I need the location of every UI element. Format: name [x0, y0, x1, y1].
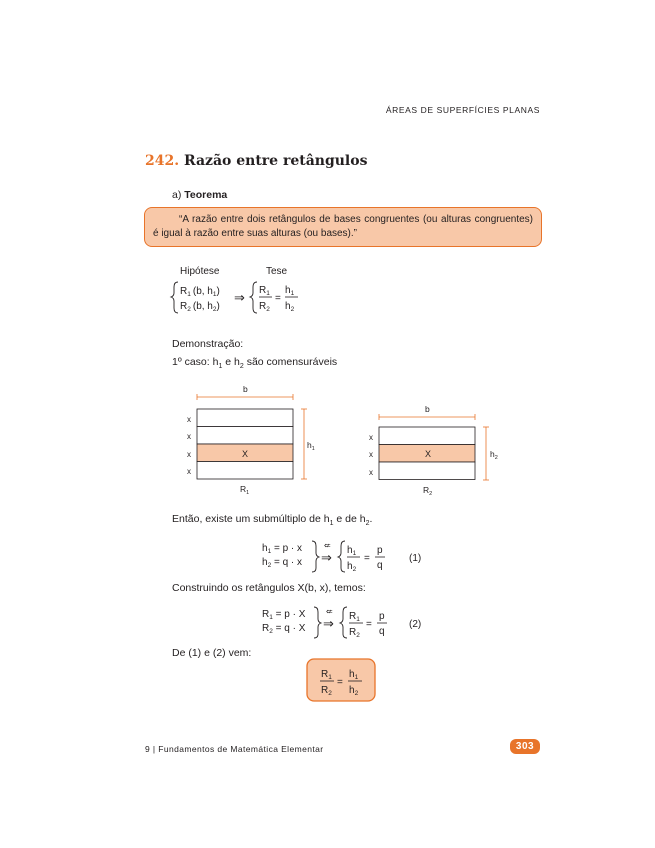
eq1-tag: (1): [409, 553, 422, 564]
fig2-R2-label: $R_2$: [423, 485, 433, 497]
eq2-tag: (2): [409, 619, 422, 630]
hipotese-label: Hipótese: [180, 266, 220, 277]
fig1-b-label: b: [243, 384, 248, 394]
eq1-rhs-num: p: [377, 545, 383, 556]
left-brace: [171, 282, 178, 313]
fig2-x-label-3: x: [369, 468, 373, 477]
eq1-fraction-den: $h_2$: [347, 561, 357, 573]
result-box: [306, 658, 378, 704]
fig1-x-label-2: x: [187, 432, 191, 441]
fig1-x-label-1: x: [187, 415, 191, 424]
fig2-strip-1: [379, 427, 475, 445]
eq2-implies: ⇒: [323, 616, 334, 631]
thesis-den-left: $R_2$: [259, 301, 270, 313]
thesis-num-left: $R_1$: [259, 285, 270, 297]
fig1-h1-label: $h_1$: [307, 440, 315, 452]
page-number-badge: 303: [510, 739, 540, 754]
subsection-title: Teorema: [184, 189, 228, 201]
fig1-strip-2: [197, 427, 293, 445]
eq2-left-brace: [340, 607, 347, 638]
fig2-x-label-1: x: [369, 433, 373, 442]
paragraph-constructing: Construindo os retângulos X(b, x), temos:: [172, 582, 366, 594]
fig1-x-label-3: x: [187, 450, 191, 459]
hypothesis-line-2: $R_2$ (b, $h_2$): [180, 301, 220, 313]
thesis-brace: [250, 282, 257, 313]
eq1-left-brace: [338, 541, 345, 572]
thesis-den-right: $h_2$: [285, 301, 295, 313]
result-num-right: $h_1$: [349, 669, 359, 681]
eq2-fraction-den: $R_2$: [349, 627, 360, 639]
fig2-strip-3: [379, 462, 475, 480]
eq1-fraction-num: $h_1$: [347, 545, 357, 557]
eq1-right-brace: [312, 541, 319, 572]
fig1-X-label: X: [242, 449, 249, 459]
section-title-text: Razão entre retângulos: [183, 153, 368, 169]
eq2-line-2: $R_2 = q \cdot X$: [262, 623, 306, 635]
paragraph-submultiple: Então, existe um submúltiplo de $h_1$ e de $h_2$.: [172, 513, 373, 528]
fig1-R1-label: $R_1$: [240, 484, 250, 496]
result-den-left: $R_2$: [321, 685, 332, 697]
tese-label: Tese: [266, 266, 288, 277]
eq2-fraction-num: $R_1$: [349, 611, 360, 623]
eq2-rhs-den: q: [379, 626, 385, 637]
fig2-b-label: b: [425, 404, 430, 414]
eq1-equals: =: [364, 553, 370, 564]
fig2-h2-label: $h_2$: [490, 449, 498, 461]
hypothesis-line-1: $R_1$ (b, $h_1$): [180, 286, 220, 298]
fig1-x-label-4: x: [187, 467, 191, 476]
theorem-box: “A razão entre dois retângulos de bases congruentes (ou alturas congruentes) é igual à razão entre suas alturas (ou bases).”: [144, 207, 542, 247]
hypothesis-thesis-block: [168, 262, 328, 320]
case-1-text: 1º caso: $h_1$ e $h_2$ são comensuráveis: [172, 356, 338, 371]
rectangle-figure-1: [180, 382, 330, 502]
equation-2: [258, 603, 438, 643]
eq1-implies: ⇒: [321, 550, 332, 565]
eq2-right-brace: [314, 607, 321, 638]
subsection-heading: [172, 189, 227, 201]
result-equals: =: [337, 677, 343, 688]
footer-book-title: 9 | Fundamentos de Matemática Elementar: [145, 744, 324, 754]
eq1-implies-top: ⇍: [324, 541, 331, 550]
thesis-num-right: $h_1$: [285, 285, 295, 297]
eq2-implies-top: ⇍: [326, 607, 333, 616]
eq1-line-1: $h_1 = p \cdot x$: [262, 543, 303, 555]
eq2-rhs-num: p: [379, 611, 385, 622]
eq2-line-1: $R_1 = p \cdot X$: [262, 609, 306, 621]
eq1-rhs-den: q: [377, 560, 383, 571]
demonstration-label: Demonstração:: [172, 338, 244, 350]
subsection-marker: a): [172, 189, 182, 201]
result-den-right: $h_2$: [349, 685, 359, 697]
running-header: ÁREAS DE SUPERFÍCIES PLANAS: [385, 105, 540, 115]
thesis-equals: =: [275, 293, 281, 304]
rectangle-figure-2: [362, 400, 512, 500]
eq2-equals: =: [366, 619, 372, 630]
fig2-x-label-2: x: [369, 450, 373, 459]
paragraph-from-1-and-2: De (1) e (2) vem:: [172, 647, 252, 659]
fig1-strip-1: [197, 409, 293, 427]
result-num-left: $R_1$: [321, 669, 332, 681]
section-number: 242.: [145, 153, 180, 169]
fig2-X-label: X: [425, 449, 432, 459]
equation-1: [258, 537, 438, 577]
eq1-line-2: $h_2 = q \cdot x$: [262, 557, 303, 569]
implies-arrow: ⇒: [234, 290, 245, 305]
fig1-strip-4: [197, 462, 293, 480]
section-title: [145, 153, 367, 169]
